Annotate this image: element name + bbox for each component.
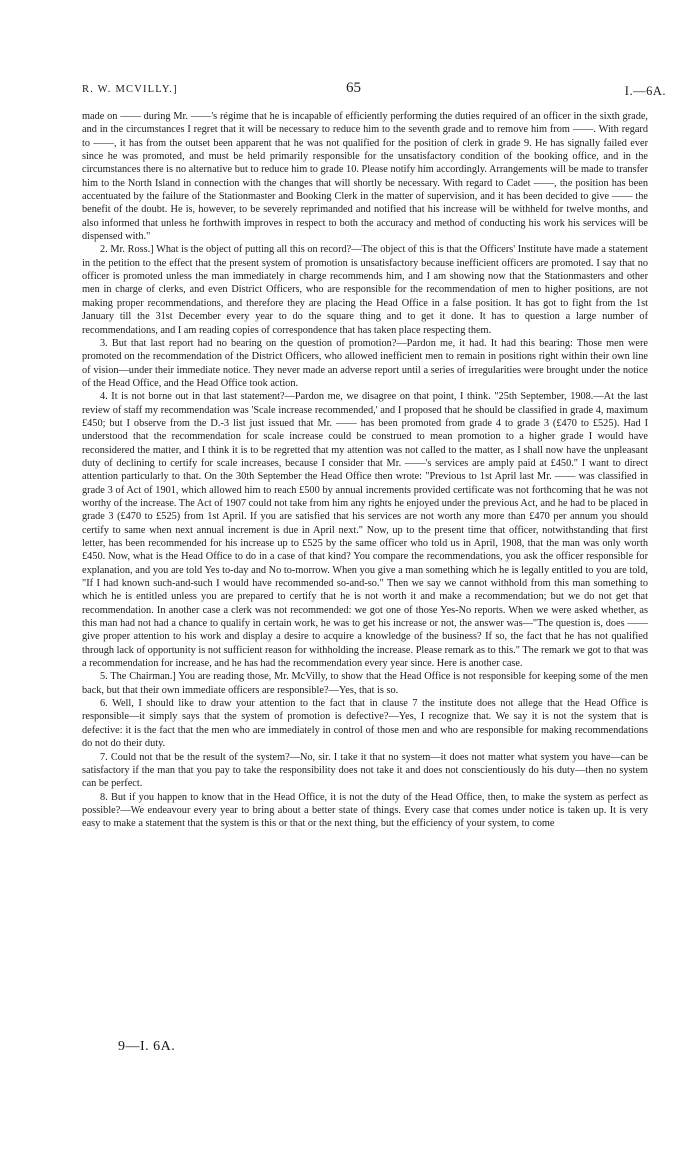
header-paper-reference: I.—6A. <box>624 84 666 98</box>
header-witness-name: R. W. MCVILLY.] <box>82 84 178 95</box>
page-footer-signature: 9—I. 6A. <box>118 1039 176 1054</box>
document-body <box>82 110 648 831</box>
paragraph-continuation: made on —— during Mr. ——'s régime that he is incapable of efficiently performing the duties required of an officer in the sixth grade, and in the circumstances I regret that it will be necessary to reduce him to the seventh grade and to remove him from ——. With regard to ——, it has from the outset been apparent that he was not qualified for the position of clerk in grade 9. He has signally failed ever since he was promoted, and must be held primarily responsible for the unsatisfactory condition of the booking office, and in the circumstances there is no alternative but to reduce him to grade 10. Please notify him accordingly. Arrangements will be made to transfer him to the North Island in connection with the changes that will shortly be necessary. With regard to Cadet ——, the position has been accentuated by the failure of the Stationmaster and Booking Clerk in the matter of supervision, and it has been decided to give —— the benefit of the doubt. He is, however, to be severely reprimanded and notified that his increase will be withheld for twelve months, and also informed that unless he forthwith improves in respect to both the accuracy and method of conducting his work his services will be dispensed with." <box>82 111 648 243</box>
paragraph-question-7: 7. Could not that be the result of the system?—No, sir. I take it that no system—it does not matter what system you have—can be satisfactory if the man that you pay to take the responsibility does not take it and does not conscientiously do his duty—then no system can be perfect. <box>82 751 648 790</box>
paragraph-question-4: 4. It is not borne out in that last statement?—Pardon me, we disagree on that point, I think. "25th September, 1908.—At the last review of staff my recommendation was 'Scale increase recommended,' and I proposed that he should be classified in grade 4, maximum £450; but I observe from the D.-3 list just issued that Mr. —— has been promoted from grade 4 to grade 3 (£470 to £525). Had I understood that the recommendation for scale increase could be construed to mean promotion to a higher grade I would have reconsidered the matter, and I think it is to be regretted that my attention was not called to the matter, as I shall now have the unpleasant duty of declining to certify for scale increases, because I consider that Mr. ——'s services are amply paid at £450." I want to direct attention particularly to that. On the 30th September the Head Office then wrote: "Previous to 1st April last Mr. —— was classified in grade 3 of Act of 1901, which allowed him to reach £500 by annual increments provided certificate was not forthcoming that he was not worthy of the increase. The Act of 1907 could not take from him any rights he enjoyed under the previous Act, and he had to be placed in grade 3 (£470 to £525) from 1st April. If you are satisfied that his services are not worth any more than £470 per annum you should certify to same when next annual increment is due in April next." Now, up to the present time that officer, notwithstanding that first letter, has been recommended for his increase up to £525 by the same officer who told us in April, 1908, that the man was only worth £450. Now, what is the Head Office to do in a case of that kind? You compare the recommendations, you ask the officer responsible for explanation, and you are told Yes to-day and No to-morrow. When you give a man something which he is legally entitled to you are told, "If I had known such-and-such I would have recommended so-and-so." Then we say we cannot withhold from this man something to which he is entitled unless you are prepared to certify that he is not worth it and make a recommendation; but we do not get that recommendation. In another case a clerk was not recommended: we got one of those Yes-No reports. When we were asked whether, as this man had not had a chance to qualify in certain work, he was to get his increase or not, the answer was—"The question is, does —— give proper attention to his work and display a desire to acquire a knowledge of the business? If so, the fact that he has not qualified through lack of opportunity is not sufficient reason for withholding the increase. Please remark as to this." The remark we got to that was a recommendation for increase, and he has had the recommendation every year since. Here is another case. <box>82 391 648 670</box>
page-header <box>82 78 666 102</box>
paragraph-question-2: 2. Mr. Ross.] What is the object of putting all this on record?—The object of this is that the Officers' Institute have made a statement in the petition to the effect that the present system of promotion is unsatisfactory because inefficient officers are promoted. I say that no officer is promoted unless the man immediately in charge recommends him, and I am showing now that the Stationmasters and other men in charge of clerks, and even District Officers, who are responsible for the recommendation of men to higher positions, are not making proper recommendations, and therefore they are placing the Head Office in a false position. It has got to fight from the 1st January till the 31st December every year to do the square thing and to get it done. It has to question a large number of recommendations, and I am reading copies of correspondence that has taken place respecting them. <box>82 244 648 336</box>
page-number: 65 <box>346 80 361 96</box>
paragraph-question-5: 5. The Chairman.] You are reading those, Mr. McVilly, to show that the Head Office is not responsible for keeping some of the men back, but that their own immediate officers are responsible?—Yes, that is so. <box>82 671 648 696</box>
paragraph-question-3: 3. But that last report had no bearing on the question of promotion?—Pardon me, it had. It had this bearing: Those men were promoted on the recommendation of the District Officers, who allowed inefficient men to remain in positions right within their own line of vision—under their immediate notice. They never made an adverse report until a series of irregularities were brought under the notice of the Head Office, and the Head Office took action. <box>82 337 648 389</box>
paragraph-question-6: 6. Well, I should like to draw your attention to the fact that in clause 7 the institute does not allege that the Head Office is responsible—it simply says that the system of promotion is defective?—Yes, I recognize that. We say it is not the system that is defective: it is the fact that the men who are immediately in control of those men and who are responsible for making recommendations do not do their duty. <box>82 698 648 750</box>
paragraph-question-8: 8. But if you happen to know that in the Head Office, it is not the duty of the Head Office, then, to make the system as perfect as possible?—We endeavour every year to bring about a better state of things. Every case that comes under notice is taken up. It is very easy to make a statement that the system is this or that or the next thing, but the efficiency of your system, to come <box>82 791 648 830</box>
